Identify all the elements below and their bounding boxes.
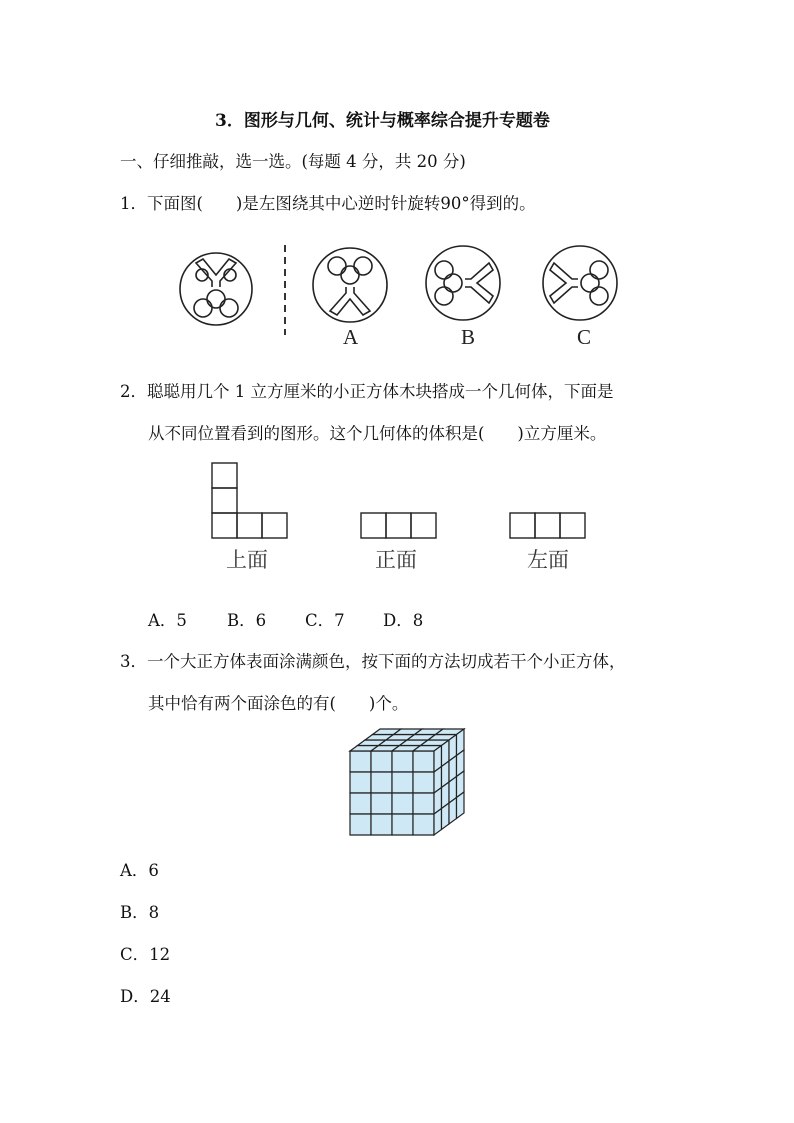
cube-front-cell <box>392 751 413 772</box>
question-2-option-a: A．5 <box>148 611 187 630</box>
question-3-option-d: D．24 <box>120 987 171 1006</box>
option-c-label: C <box>577 325 592 349</box>
cube-front-cell <box>413 772 434 793</box>
cube-front-cell <box>371 793 392 814</box>
question-3-option-a: A．6 <box>120 861 159 880</box>
cube-side-cell <box>457 792 465 819</box>
cube-top-cell <box>358 740 387 746</box>
cube-front-cell <box>392 772 413 793</box>
cube-top-cell <box>421 740 450 746</box>
cube-front-cell <box>371 772 392 793</box>
cube-side-cell <box>449 735 457 762</box>
left-view-grid <box>510 513 585 538</box>
question-2-text-line2: 从不同位置看到的图形。这个几何体的体积是( )立方厘米。 <box>148 424 607 443</box>
cube-top-cell <box>400 740 429 746</box>
cube-front-cell <box>350 751 371 772</box>
cube-top-cell <box>428 735 457 741</box>
front-view-label: 正面 <box>375 548 417 572</box>
question-3-option-b: B．8 <box>120 903 160 922</box>
cube-front-cell <box>413 751 434 772</box>
cube-front-cell <box>371 814 392 835</box>
cube-side-cell <box>457 750 465 777</box>
question-2-option-c: C．7 <box>305 611 345 630</box>
cube-front-cell <box>413 793 434 814</box>
cube-side-cell <box>434 809 442 836</box>
cube-top-cell <box>371 746 400 752</box>
cube-top-cell <box>407 735 436 741</box>
cube-top-cell <box>379 740 408 746</box>
cube-side-cell <box>442 803 450 830</box>
option-c-figure <box>543 246 617 320</box>
cube-side-cell <box>449 756 457 783</box>
cube-top-cell <box>415 729 444 735</box>
question-2-option-b: B．6 <box>227 611 267 630</box>
cube-top-cell <box>413 746 442 752</box>
cube-side-cell <box>449 777 457 804</box>
cube-front-cell <box>392 814 413 835</box>
cube-side-cell <box>442 761 450 788</box>
top-view-label: 上面 <box>226 548 268 572</box>
cube-side-cell <box>434 767 442 794</box>
cube-top-cell <box>394 729 423 735</box>
question-3-option-c: C．12 <box>120 945 171 964</box>
question-3-text-line1: 3．一个大正方体表面涂满颜色，按下面的方法切成若干个小正方体， <box>120 652 626 671</box>
cube-top-cell <box>392 746 421 752</box>
section-heading: 一、仔细推敲，选一选。(每题 4 分，共 20 分) <box>120 152 466 171</box>
front-view-grid <box>361 513 436 538</box>
cube-front-cell <box>350 793 371 814</box>
cube-top-cell <box>350 746 379 752</box>
cube-top-cell <box>436 729 465 735</box>
question-2-option-d: D．8 <box>383 611 424 630</box>
cube-front-cell <box>350 814 371 835</box>
cube-top-cell <box>365 735 394 741</box>
cube-front-cell <box>371 751 392 772</box>
cube-side-cell <box>434 788 442 815</box>
cube-side-cell <box>457 771 465 798</box>
cube-side-cell <box>449 798 457 825</box>
cube-front-cell <box>413 814 434 835</box>
cube-side-cell <box>434 746 442 773</box>
option-a-label: A <box>343 325 359 349</box>
question-2-text-line1: 2．聪聪用几个 1 立方厘米的小正方体木块搭成一个几何体，下面是 <box>120 382 614 401</box>
option-a-figure <box>313 248 387 322</box>
original-rotation-figure <box>180 253 252 325</box>
left-view-label: 左面 <box>527 548 569 572</box>
question-3-text-line2: 其中恰有两个面涂色的有( )个。 <box>148 694 409 713</box>
page-title: 3．图形与几何、统计与概率综合提升专题卷 <box>215 111 550 131</box>
option-b-figure <box>426 246 500 320</box>
option-b-label: B <box>461 325 476 349</box>
top-view-grid <box>212 463 287 538</box>
cube-side-cell <box>442 782 450 809</box>
cube-side-cell <box>442 740 450 767</box>
question-1-text: 1．下面图( )是左图绕其中心逆时针旋转90°得到的。 <box>120 194 536 213</box>
cube-front-cell <box>392 793 413 814</box>
cube-top-cell <box>373 729 402 735</box>
cube-front-cell <box>350 772 371 793</box>
cube-top-cell <box>386 735 415 741</box>
cube-side-cell <box>457 729 465 756</box>
